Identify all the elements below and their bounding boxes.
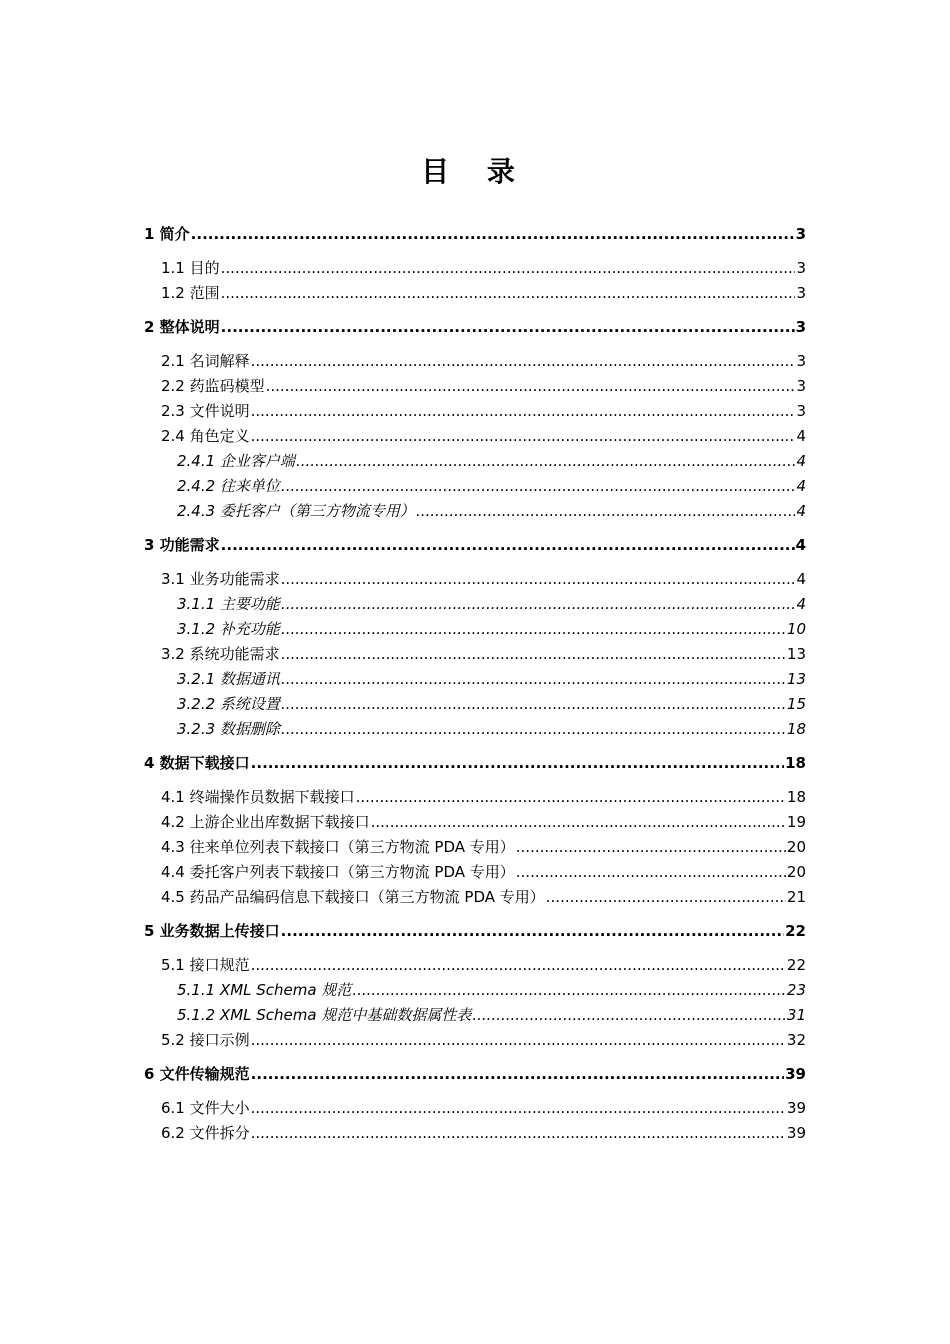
toc-entry[interactable] bbox=[144, 953, 806, 978]
toc-entry-label: 5 业务数据上传接口 bbox=[144, 922, 280, 940]
toc-entry[interactable] bbox=[144, 810, 806, 835]
table-of-contents bbox=[144, 222, 806, 1146]
dot-leader bbox=[221, 281, 796, 306]
toc-entry-page-number: 31 bbox=[786, 1006, 806, 1024]
dot-leader bbox=[251, 349, 796, 374]
toc-entry[interactable] bbox=[144, 533, 806, 558]
toc-entry[interactable] bbox=[144, 399, 806, 424]
toc-entry-label: 4.3 往来单位列表下载接口（第三方物流 PDA 专用） bbox=[161, 838, 515, 856]
dot-leader bbox=[251, 399, 796, 424]
toc-entry-label: 1.2 范围 bbox=[161, 284, 220, 302]
toc-entry-label: 2.4.2 往来单位 bbox=[177, 477, 280, 495]
toc-entry[interactable] bbox=[144, 978, 806, 1003]
dot-leader bbox=[281, 592, 796, 617]
toc-entry[interactable] bbox=[144, 692, 806, 717]
dot-leader bbox=[221, 256, 796, 281]
toc-entry-page-number: 32 bbox=[786, 1031, 806, 1049]
toc-entry[interactable] bbox=[144, 919, 806, 944]
toc-entry-label: 1.1 目的 bbox=[161, 259, 220, 277]
toc-entry[interactable] bbox=[144, 567, 806, 592]
toc-entry-page-number: 18 bbox=[785, 754, 806, 772]
toc-entry-label: 4.4 委托客户列表下载接口（第三方物流 PDA 专用） bbox=[161, 863, 515, 881]
toc-entry-page-number: 4 bbox=[796, 595, 806, 613]
toc-entry-page-number: 13 bbox=[786, 670, 806, 688]
toc-entry-page-number: 3 bbox=[796, 259, 806, 277]
dot-leader bbox=[371, 810, 786, 835]
toc-entry-page-number: 19 bbox=[786, 813, 806, 831]
toc-entry[interactable] bbox=[144, 1096, 806, 1121]
toc-entry[interactable] bbox=[144, 281, 806, 306]
toc-entry-label: 2.4.1 企业客户端 bbox=[177, 452, 295, 470]
toc-entry[interactable] bbox=[144, 222, 806, 247]
dot-leader bbox=[281, 692, 786, 717]
dot-leader bbox=[472, 1003, 786, 1028]
toc-entry-page-number: 3 bbox=[795, 225, 806, 243]
dot-leader bbox=[251, 1062, 784, 1087]
toc-entry[interactable] bbox=[144, 349, 806, 374]
toc-entry[interactable] bbox=[144, 374, 806, 399]
toc-entry-page-number: 23 bbox=[786, 981, 806, 999]
dot-leader bbox=[266, 374, 796, 399]
toc-entry-page-number: 4 bbox=[796, 570, 806, 588]
toc-entry-page-number: 4 bbox=[796, 502, 806, 520]
toc-entry[interactable] bbox=[144, 885, 806, 910]
toc-entry-label: 5.1.2 XML Schema 规范中基础数据属性表 bbox=[177, 1006, 472, 1024]
dot-leader bbox=[516, 860, 786, 885]
toc-entry-label: 2.4.3 委托客户（第三方物流专用） bbox=[177, 502, 415, 520]
toc-title: 目 录 bbox=[421, 155, 529, 188]
toc-entry-label: 3.1.2 补充功能 bbox=[177, 620, 280, 638]
dot-leader bbox=[281, 474, 796, 499]
toc-entry[interactable] bbox=[144, 499, 806, 524]
toc-entry-page-number: 15 bbox=[786, 695, 806, 713]
toc-entry[interactable] bbox=[144, 592, 806, 617]
toc-entry-label: 3.2.3 数据删除 bbox=[177, 720, 280, 738]
toc-entry[interactable] bbox=[144, 835, 806, 860]
toc-entry[interactable] bbox=[144, 860, 806, 885]
toc-entry-label: 3.2.1 数据通讯 bbox=[177, 670, 280, 688]
toc-entry[interactable] bbox=[144, 1028, 806, 1053]
toc-entry-label: 4.2 上游企业出库数据下载接口 bbox=[161, 813, 370, 831]
toc-entry-label: 3 功能需求 bbox=[144, 536, 220, 554]
dot-leader bbox=[516, 835, 786, 860]
dot-leader bbox=[251, 1121, 786, 1146]
toc-entry-page-number: 3 bbox=[795, 318, 806, 336]
toc-entry-label: 3.1.1 主要功能 bbox=[177, 595, 280, 613]
dot-leader bbox=[281, 717, 786, 742]
toc-entry[interactable] bbox=[144, 1003, 806, 1028]
dot-leader bbox=[281, 617, 786, 642]
toc-entry[interactable] bbox=[144, 717, 806, 742]
toc-entry-page-number: 20 bbox=[786, 838, 806, 856]
toc-entry-label: 6 文件传输规范 bbox=[144, 1065, 250, 1083]
toc-entry-page-number: 13 bbox=[786, 645, 806, 663]
toc-entry-page-number: 39 bbox=[786, 1099, 806, 1117]
dot-leader bbox=[191, 222, 795, 247]
dot-leader bbox=[296, 449, 796, 474]
toc-entry-label: 4.5 药品产品编码信息下载接口（第三方物流 PDA 专用） bbox=[161, 888, 545, 906]
toc-entry[interactable] bbox=[144, 315, 806, 340]
dot-leader bbox=[356, 785, 786, 810]
toc-entry-page-number: 10 bbox=[786, 620, 806, 638]
toc-entry[interactable] bbox=[144, 424, 806, 449]
toc-entry[interactable] bbox=[144, 1121, 806, 1146]
toc-entry-label: 2 整体说明 bbox=[144, 318, 220, 336]
toc-entry-label: 5.1.1 XML Schema 规范 bbox=[177, 981, 352, 999]
toc-entry-page-number: 20 bbox=[786, 863, 806, 881]
dot-leader bbox=[251, 1096, 786, 1121]
toc-entry-page-number: 4 bbox=[796, 477, 806, 495]
dot-leader bbox=[251, 1028, 786, 1053]
toc-entry-label: 4 数据下载接口 bbox=[144, 754, 250, 772]
toc-entry-page-number: 39 bbox=[785, 1065, 806, 1083]
toc-entry-page-number: 18 bbox=[786, 720, 806, 738]
toc-entry[interactable] bbox=[144, 449, 806, 474]
toc-entry[interactable] bbox=[144, 667, 806, 692]
dot-leader bbox=[221, 533, 795, 558]
dot-leader bbox=[281, 642, 786, 667]
dot-leader bbox=[416, 499, 796, 524]
toc-entry-label: 3.2.2 系统设置 bbox=[177, 695, 280, 713]
toc-entry[interactable] bbox=[144, 1062, 806, 1087]
toc-entry-page-number: 4 bbox=[796, 452, 806, 470]
toc-entry[interactable] bbox=[144, 474, 806, 499]
toc-entry-label: 2.4 角色定义 bbox=[161, 427, 250, 445]
toc-entry-page-number: 3 bbox=[796, 284, 806, 302]
dot-leader bbox=[352, 978, 786, 1003]
toc-entry[interactable] bbox=[144, 785, 806, 810]
toc-entry-page-number: 4 bbox=[796, 427, 806, 445]
toc-entry-label: 6.1 文件大小 bbox=[161, 1099, 250, 1117]
toc-entry-page-number: 4 bbox=[795, 536, 806, 554]
toc-entry-label: 4.1 终端操作员数据下载接口 bbox=[161, 788, 355, 806]
toc-entry[interactable] bbox=[144, 751, 806, 776]
dot-leader bbox=[251, 953, 786, 978]
dot-leader bbox=[281, 567, 796, 592]
dot-leader bbox=[221, 315, 795, 340]
dot-leader bbox=[281, 667, 786, 692]
toc-entry-page-number: 22 bbox=[785, 922, 806, 940]
dot-leader bbox=[281, 919, 784, 944]
toc-entry-label: 6.2 文件拆分 bbox=[161, 1124, 250, 1142]
toc-entry-label: 3.1 业务功能需求 bbox=[161, 570, 280, 588]
toc-entry-label: 2.3 文件说明 bbox=[161, 402, 250, 420]
dot-leader bbox=[546, 885, 786, 910]
toc-entry-label: 5.2 接口示例 bbox=[161, 1031, 250, 1049]
dot-leader bbox=[251, 751, 784, 776]
toc-entry-page-number: 3 bbox=[796, 402, 806, 420]
toc-entry[interactable] bbox=[144, 256, 806, 281]
toc-entry-label: 2.1 名词解释 bbox=[161, 352, 250, 370]
toc-entry-page-number: 18 bbox=[786, 788, 806, 806]
toc-entry-label: 2.2 药监码模型 bbox=[161, 377, 265, 395]
toc-entry-page-number: 21 bbox=[786, 888, 806, 906]
toc-entry-label: 3.2 系统功能需求 bbox=[161, 645, 280, 663]
toc-entry-page-number: 3 bbox=[796, 377, 806, 395]
toc-entry-label: 5.1 接口规范 bbox=[161, 956, 250, 974]
toc-entry[interactable] bbox=[144, 617, 806, 642]
dot-leader bbox=[251, 424, 796, 449]
toc-entry-page-number: 3 bbox=[796, 352, 806, 370]
toc-entry-page-number: 22 bbox=[786, 956, 806, 974]
toc-entry-page-number: 39 bbox=[786, 1124, 806, 1142]
toc-entry[interactable] bbox=[144, 642, 806, 667]
toc-entry-label: 1 简介 bbox=[144, 225, 190, 243]
